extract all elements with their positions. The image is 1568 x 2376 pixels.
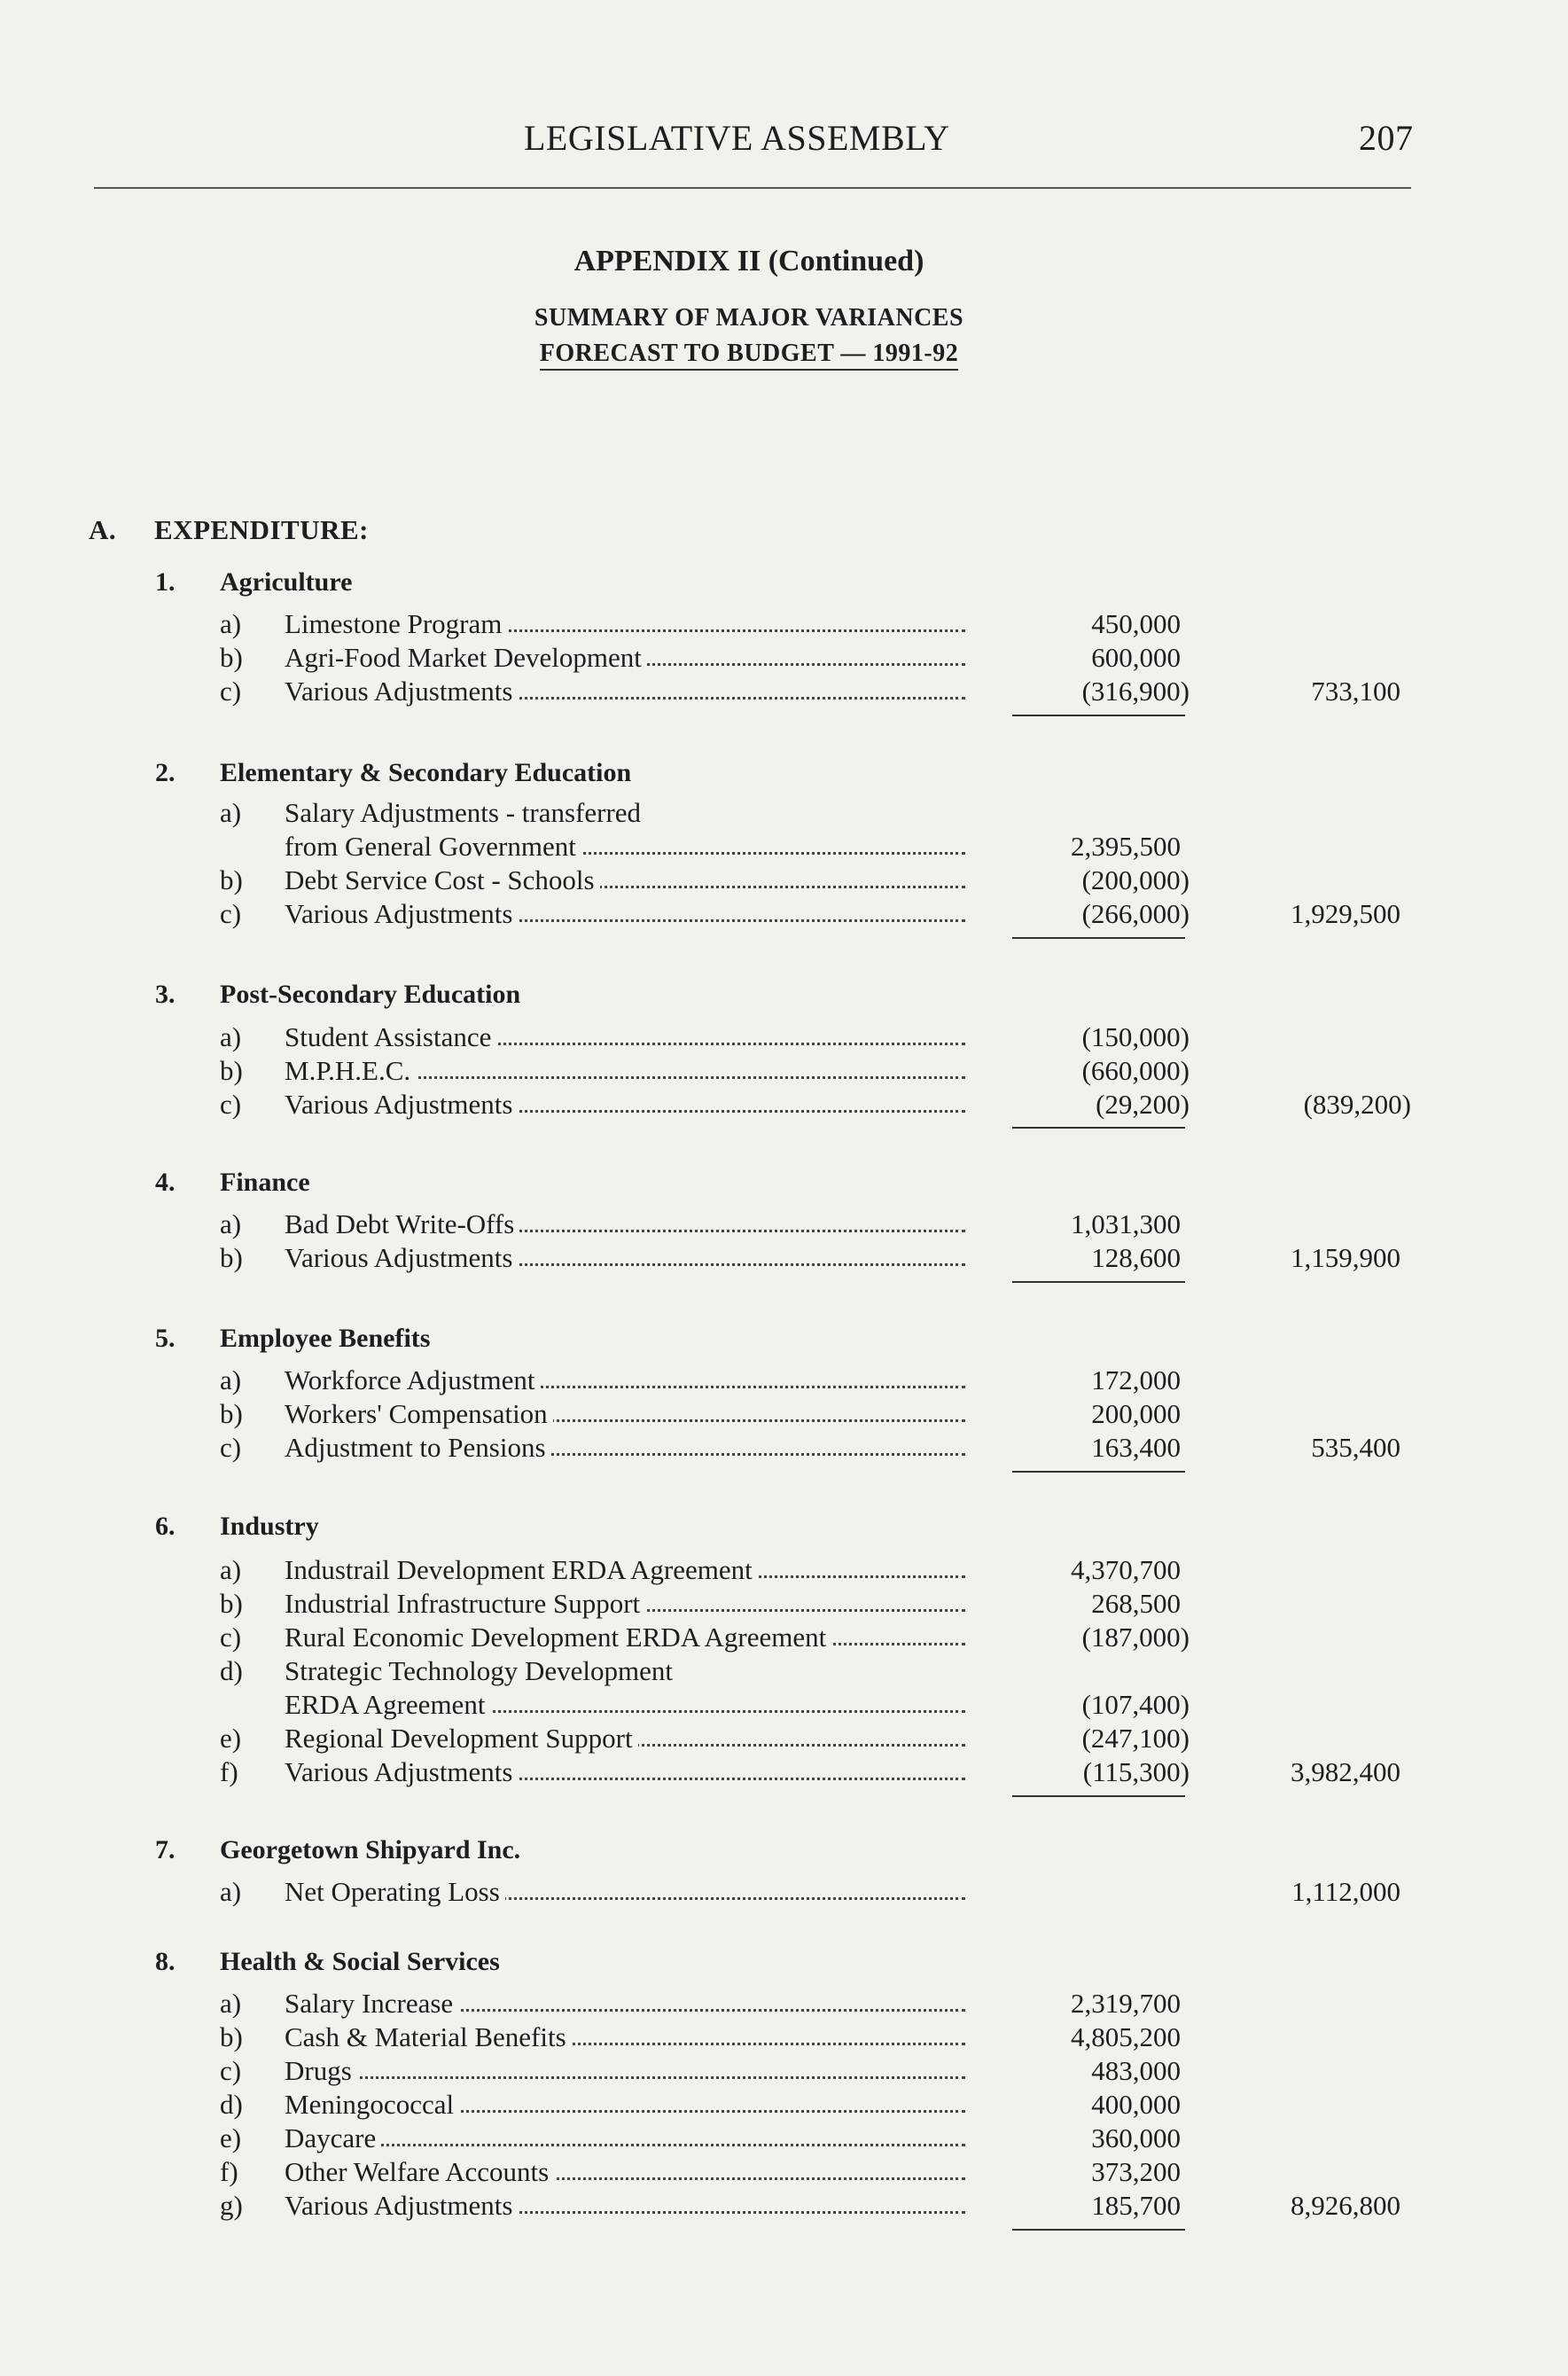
item-amount: (107,400) <box>1081 1689 1190 1720</box>
line-item <box>0 1756 1568 1790</box>
line-item <box>0 1364 1568 1398</box>
item-description: Various Adjustments <box>285 1242 965 1274</box>
category-title <box>155 567 352 598</box>
category-number: 7. <box>155 1835 176 1864</box>
item-amount: 360,000 <box>1091 2122 1181 2153</box>
line-item <box>0 1655 1568 1689</box>
item-amount: 185,700 <box>1091 2190 1181 2221</box>
item-amount: (115,300) <box>1082 1756 1190 1787</box>
item-description: Various Adjustments <box>285 676 965 707</box>
item-description: Rural Economic Development ERDA Agreement <box>285 1622 965 1653</box>
line-item <box>0 1398 1568 1432</box>
subtotal-rule <box>1012 715 1185 716</box>
item-description: Various Adjustments <box>285 898 965 930</box>
category-name: Finance <box>220 1168 310 1197</box>
line-item <box>0 1689 1568 1723</box>
category-name: Georgetown Shipyard Inc. <box>220 1835 521 1864</box>
line-item <box>0 1622 1568 1655</box>
item-description: Agri-Food Market Development <box>285 642 965 674</box>
line-item <box>0 1055 1568 1089</box>
item-amount: 400,000 <box>1091 2089 1181 2120</box>
item-marker: b) <box>220 1588 243 1619</box>
line-item <box>0 1432 1568 1465</box>
item-marker: a) <box>220 797 242 828</box>
item-marker: b) <box>220 2021 243 2052</box>
item-description: Salary Increase <box>285 1988 965 2020</box>
subtotal-rule <box>1012 1471 1185 1473</box>
line-item <box>0 2122 1568 2156</box>
header-rule <box>94 187 1411 189</box>
item-amount: 163,400 <box>1091 1432 1181 1463</box>
item-description: Bad Debt Write-Offs <box>285 1208 965 1240</box>
item-description: ERDA Agreement <box>285 1689 965 1721</box>
item-marker: d) <box>220 1655 243 1686</box>
line-item <box>0 1021 1568 1055</box>
item-description: Adjustment to Pensions <box>285 1432 965 1464</box>
item-marker: a) <box>220 1988 242 2019</box>
line-item <box>0 1242 1568 1276</box>
item-marker: b) <box>220 1242 243 1273</box>
line-item <box>0 2089 1568 2122</box>
category-title <box>155 1512 319 1542</box>
item-description: Various Adjustments <box>285 1089 965 1121</box>
line-item <box>0 608 1568 642</box>
category-total: 733,100 <box>1311 676 1400 707</box>
item-marker: c) <box>220 1622 242 1653</box>
section-heading <box>89 514 369 546</box>
category-number: 8. <box>155 1947 176 1976</box>
forecast-heading <box>0 340 1498 368</box>
line-item <box>0 1554 1568 1588</box>
item-description: Daycare <box>285 2122 965 2154</box>
category-number: 5. <box>155 1324 176 1353</box>
category-number: 6. <box>155 1512 176 1541</box>
item-amount: (316,900) <box>1081 676 1190 707</box>
item-marker: d) <box>220 2089 243 2120</box>
line-item <box>0 2055 1568 2089</box>
category-number: 3. <box>155 980 176 1009</box>
item-marker: b) <box>220 1055 243 1086</box>
item-amount: 2,395,500 <box>1071 831 1181 862</box>
item-description: Industrial Infrastructure Support <box>285 1588 965 1620</box>
category-name: Agriculture <box>220 567 353 597</box>
category-total: (839,200) <box>1303 1089 1411 1120</box>
category-name: Post-Secondary Education <box>220 980 521 1009</box>
line-item <box>0 864 1568 898</box>
item-amount: 268,500 <box>1091 1588 1181 1619</box>
item-description-line1: Strategic Technology Development <box>285 1655 674 1686</box>
line-item <box>0 797 1568 831</box>
running-header <box>0 117 1568 163</box>
item-amount: 600,000 <box>1091 642 1181 673</box>
item-marker: c) <box>220 676 242 707</box>
item-amount: (660,000) <box>1081 1055 1190 1086</box>
subtotal-rule <box>1012 1795 1185 1797</box>
line-item <box>0 898 1568 932</box>
item-description: Various Adjustments <box>285 2190 965 2222</box>
item-description: Workforce Adjustment <box>285 1364 965 1396</box>
item-description: Net Operating Loss <box>285 1876 965 1908</box>
subtotal-rule <box>1012 1127 1185 1129</box>
item-marker: e) <box>220 2122 242 2153</box>
item-marker: c) <box>220 2055 242 2086</box>
line-item <box>0 2021 1568 2055</box>
line-item <box>0 642 1568 676</box>
category-number: 1. <box>155 567 176 597</box>
subtotal-rule <box>1012 937 1185 939</box>
item-amount: 128,600 <box>1091 1242 1181 1273</box>
summary-heading: SUMMARY OF MAJOR VARIANCES <box>534 304 964 332</box>
page-number: 207 <box>1359 118 1414 158</box>
line-item <box>0 676 1568 709</box>
item-marker: b) <box>220 1398 243 1429</box>
item-marker: c) <box>220 1089 242 1120</box>
item-description: Workers' Compensation <box>285 1398 965 1430</box>
line-item <box>0 831 1568 864</box>
item-marker: a) <box>220 1554 242 1585</box>
item-description: Debt Service Cost - Schools <box>285 864 965 896</box>
item-description: Limestone Program <box>285 608 965 640</box>
item-amount: 373,200 <box>1091 2156 1181 2187</box>
category-title <box>155 980 520 1010</box>
item-amount: 1,031,300 <box>1071 1208 1181 1239</box>
item-amount: (150,000) <box>1081 1021 1190 1052</box>
running-header-title: LEGISLATIVE ASSEMBLY <box>524 118 950 158</box>
item-amount: (247,100) <box>1081 1723 1190 1754</box>
category-total: 535,400 <box>1311 1432 1400 1463</box>
category-total: 8,926,800 <box>1291 2190 1400 2221</box>
category-title <box>155 1947 500 1977</box>
category-name: Employee Benefits <box>220 1324 431 1353</box>
item-amount: (266,000) <box>1081 898 1190 929</box>
item-description: Drugs <box>285 2055 965 2087</box>
line-item <box>0 1723 1568 1756</box>
forecast-heading-text: FORECAST TO BUDGET — 1991-92 <box>540 340 958 371</box>
section-label: EXPENDITURE: <box>154 514 369 545</box>
item-marker: a) <box>220 1364 242 1395</box>
section-letter: A. <box>89 514 117 545</box>
category-total: 3,982,400 <box>1291 1756 1400 1787</box>
category-name: Health & Social Services <box>220 1947 500 1976</box>
item-amount: 2,319,700 <box>1071 1988 1181 2019</box>
item-marker: f) <box>220 2156 238 2187</box>
item-marker: c) <box>220 898 242 929</box>
category-title <box>155 758 631 788</box>
subtotal-rule <box>1012 2229 1185 2231</box>
line-item <box>0 1876 1568 1910</box>
item-description: M.P.H.E.C. <box>285 1055 965 1087</box>
item-amount: 200,000 <box>1091 1398 1181 1429</box>
subtotal-rule <box>1012 1281 1185 1283</box>
appendix-heading: APPENDIX II (Continued) <box>573 245 924 277</box>
item-description-line1: Salary Adjustments - transferred <box>285 797 642 828</box>
item-amount: 450,000 <box>1091 608 1181 639</box>
category-title <box>155 1835 520 1865</box>
item-marker: c) <box>220 1432 242 1463</box>
item-amount: (29,200) <box>1096 1089 1190 1120</box>
category-name: Industry <box>220 1512 319 1541</box>
item-amount: (187,000) <box>1081 1622 1190 1653</box>
item-marker: b) <box>220 864 243 895</box>
item-amount: 4,370,700 <box>1071 1554 1181 1585</box>
category-title <box>155 1168 310 1198</box>
category-total: 1,929,500 <box>1291 898 1400 929</box>
line-item <box>0 1089 1568 1122</box>
line-item <box>0 2190 1568 2224</box>
item-marker: a) <box>220 608 242 639</box>
item-description: Regional Development Support <box>285 1723 965 1755</box>
item-description: Various Adjustments <box>285 1756 965 1788</box>
line-item <box>0 2156 1568 2190</box>
category-number: 2. <box>155 758 176 787</box>
category-number: 4. <box>155 1168 176 1197</box>
category-title <box>155 1324 430 1354</box>
line-item <box>0 1988 1568 2021</box>
item-amount: 483,000 <box>1091 2055 1181 2086</box>
category-total: 1,112,000 <box>1291 1876 1400 1907</box>
item-description: Other Welfare Accounts <box>285 2156 965 2188</box>
item-description: from General Government <box>285 831 965 863</box>
item-marker: f) <box>220 1756 238 1787</box>
item-marker: b) <box>220 642 243 673</box>
item-marker: a) <box>220 1208 242 1239</box>
item-marker: a) <box>220 1876 242 1907</box>
item-amount: (200,000) <box>1081 864 1190 895</box>
line-item <box>0 1208 1568 1242</box>
item-marker: a) <box>220 1021 242 1052</box>
line-item <box>0 1588 1568 1622</box>
item-description: Cash & Material Benefits <box>285 2021 965 2053</box>
item-marker: e) <box>220 1723 242 1754</box>
category-total: 1,159,900 <box>1291 1242 1400 1273</box>
item-description: Industrail Development ERDA Agreement <box>285 1554 965 1586</box>
item-description: Student Assistance <box>285 1021 965 1053</box>
item-marker: g) <box>220 2190 243 2221</box>
item-amount: 4,805,200 <box>1071 2021 1181 2052</box>
item-amount: 172,000 <box>1091 1364 1181 1395</box>
category-name: Elementary & Secondary Education <box>220 758 632 787</box>
item-description: Meningococcal <box>285 2089 965 2121</box>
